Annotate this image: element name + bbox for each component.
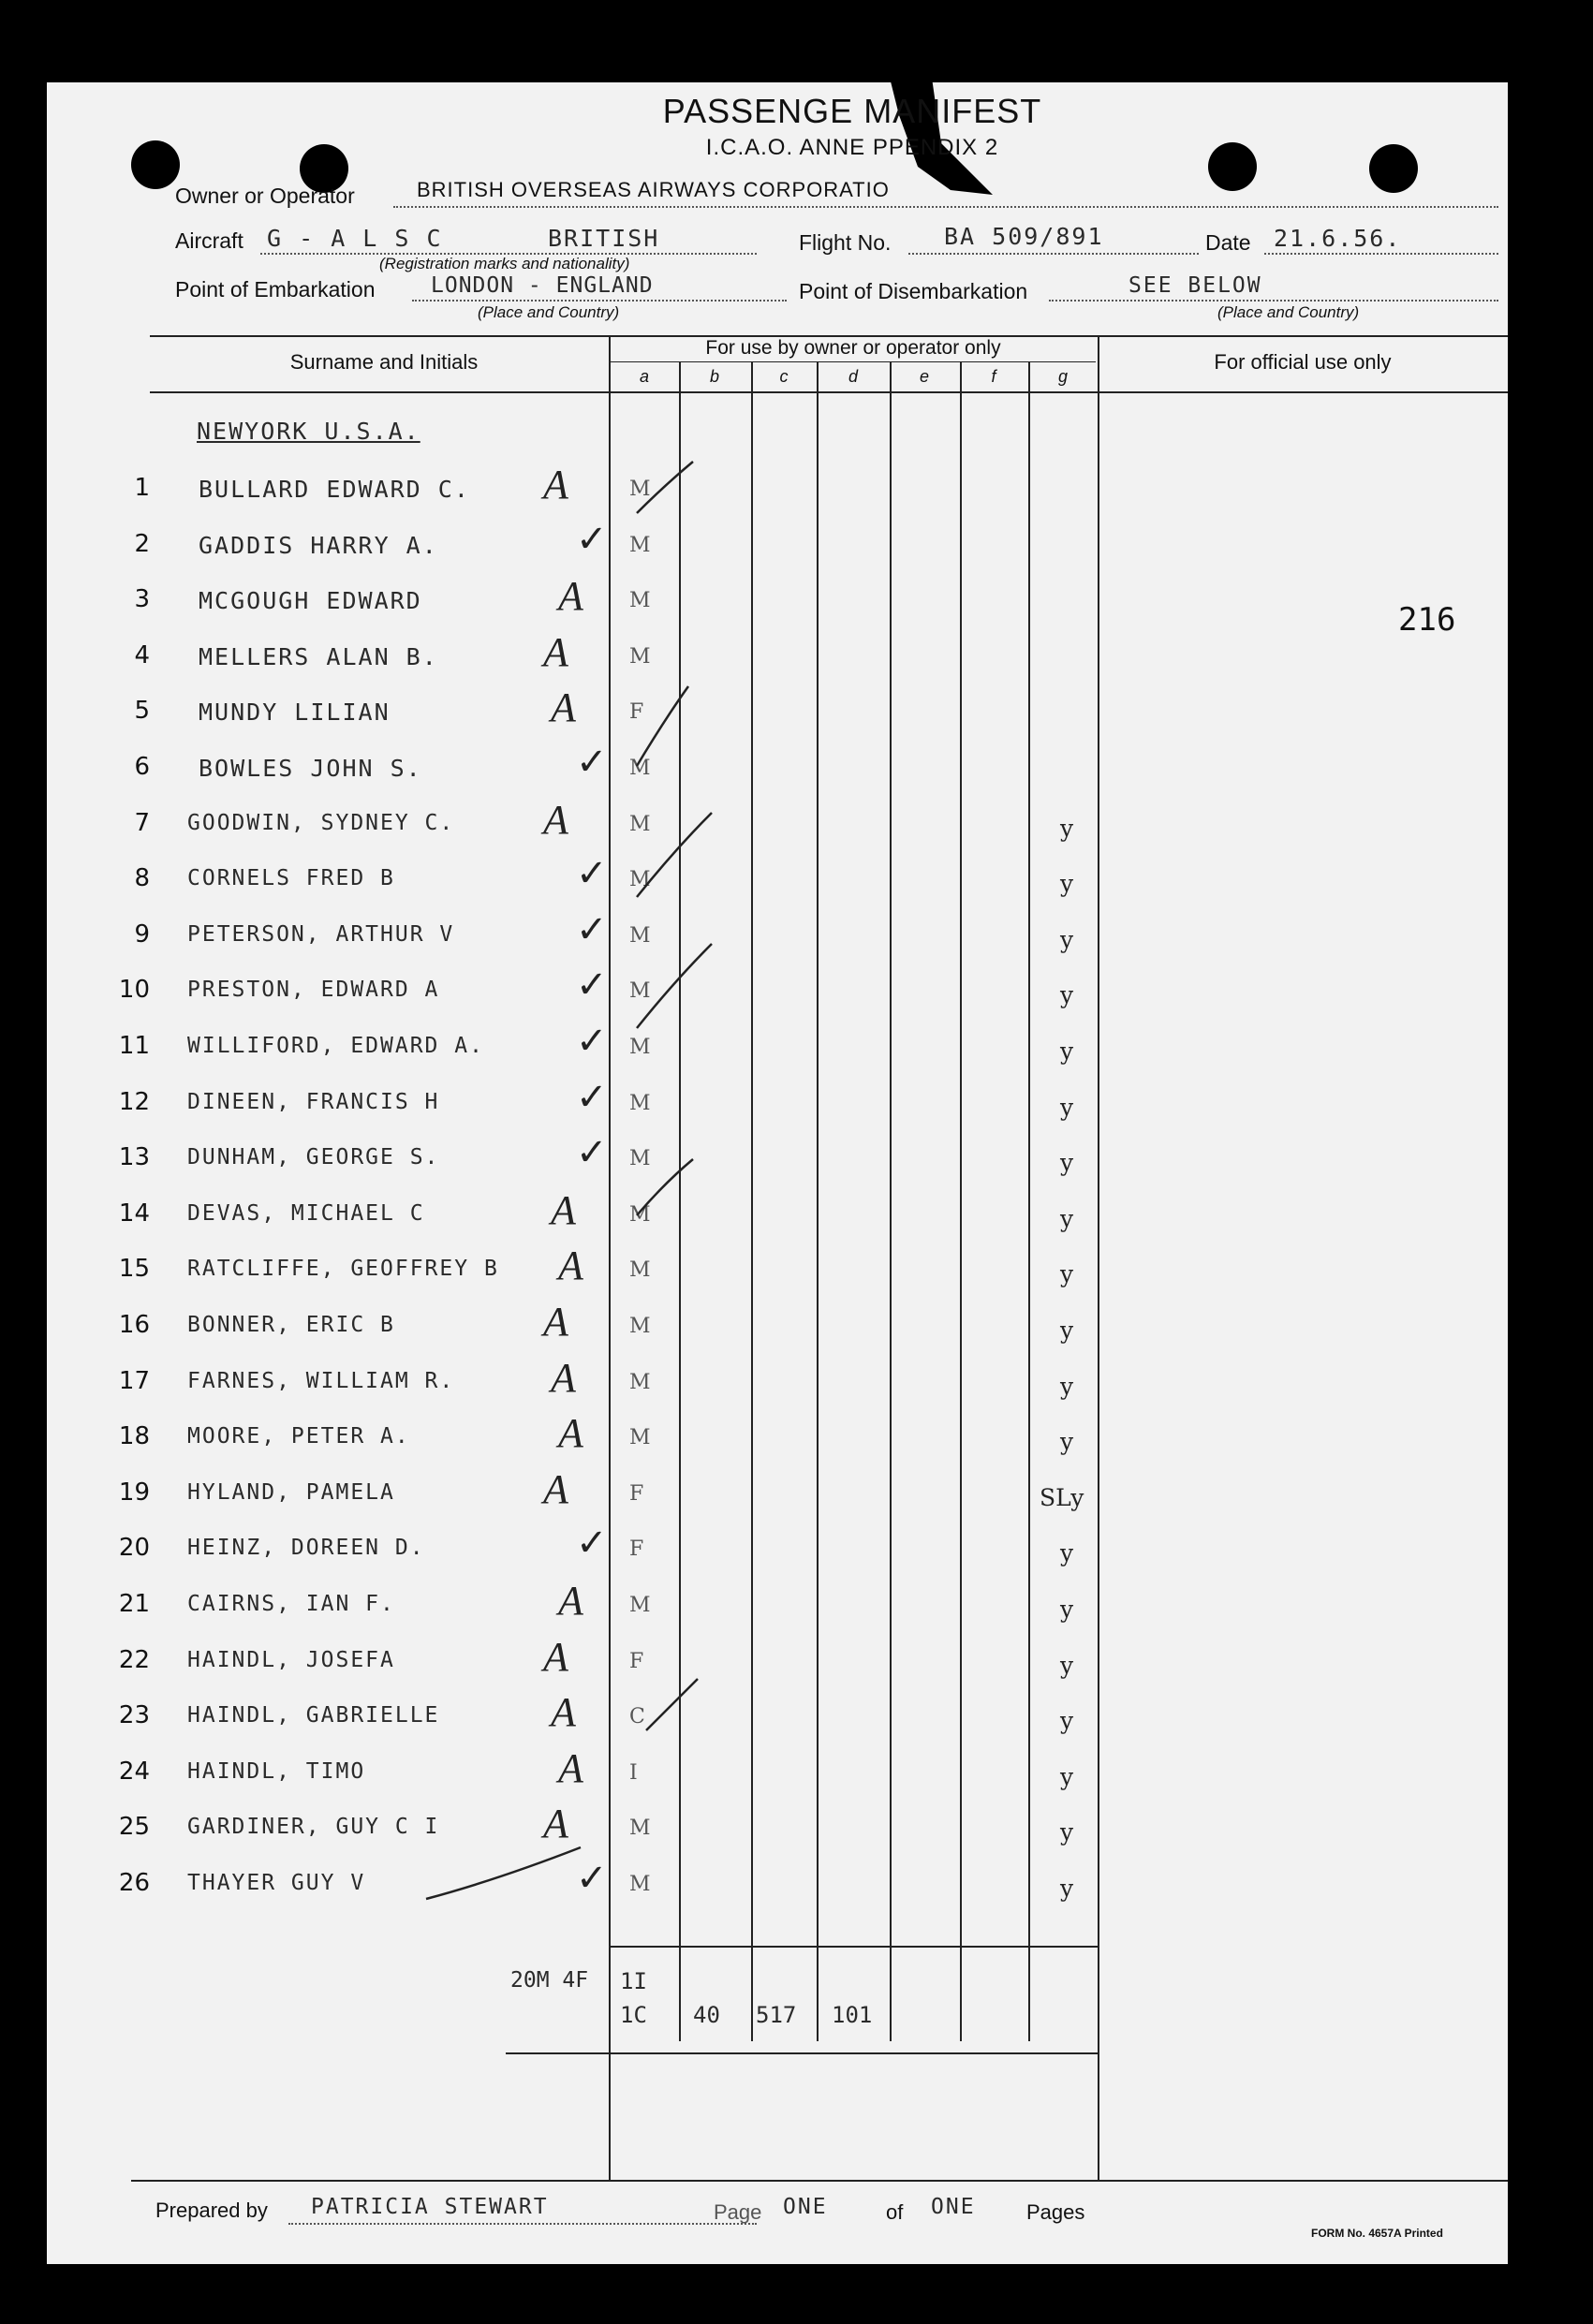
col-g-value: y	[1060, 1205, 1074, 1232]
passenger-number: 8	[134, 864, 150, 892]
owner-label: Owner or Operator	[175, 184, 355, 208]
totals-gender: 20M 4F	[510, 1968, 589, 1993]
destination-label: NEWYORK U.S.A.	[197, 418, 420, 445]
passenger-name: HAINDL, JOSEFA	[187, 1648, 395, 1672]
tick-mark: ✓	[576, 741, 608, 783]
passenger-sex: M	[629, 1594, 651, 1617]
disembark-rule	[1049, 300, 1498, 302]
passenger-name: RATCLIFFE, GEOFFREY B	[187, 1257, 499, 1281]
disembark-label: Point of Disembarkation	[799, 279, 1028, 303]
status-mark-a: A	[558, 573, 583, 619]
passenger-sex: M	[629, 979, 651, 1003]
passenger-name: HYLAND, PAMELA	[187, 1480, 395, 1505]
col-letter-a: a	[639, 367, 649, 386]
passenger-number: 2	[134, 530, 150, 558]
passenger-number: 5	[134, 697, 150, 725]
passenger-sex: M	[629, 1147, 651, 1170]
passenger-name: FARNES, WILLIAM R.	[187, 1369, 455, 1393]
passenger-sex: M	[629, 589, 651, 612]
passenger-number: 20	[118, 1534, 150, 1562]
tick-mark: ✓	[576, 1076, 608, 1118]
col-g-value: SLy	[1040, 1484, 1084, 1511]
status-mark-a: A	[558, 1578, 583, 1624]
status-mark-a: A	[543, 462, 568, 507]
col-line-g	[1028, 361, 1030, 2041]
passenger-sex: M	[629, 534, 651, 557]
passenger-number: 9	[134, 920, 150, 949]
passenger-sex: M	[629, 757, 651, 780]
status-mark-a: A	[558, 1410, 583, 1456]
passenger-name: HEINZ, DOREEN D.	[187, 1536, 425, 1560]
tick-stroke-long	[421, 1843, 590, 1908]
form-number: FORM No. 4657A Printed	[1311, 2227, 1443, 2240]
flight-value: BA 509/891	[944, 223, 1104, 250]
status-mark-a: A	[558, 1745, 583, 1791]
col-official-header: For official use only	[1214, 350, 1392, 374]
passenger-sex: F	[629, 1482, 644, 1506]
col-owner-header: For use by owner or operator only	[705, 337, 1001, 359]
disembark-note: (Place and Country)	[1217, 303, 1360, 321]
col-g-value: y	[1060, 1037, 1074, 1065]
tick-mark: ✓	[576, 1131, 608, 1173]
passenger-sex: M	[629, 924, 651, 948]
passenger-sex: M	[629, 1092, 651, 1115]
passenger-sex: M	[629, 1817, 651, 1840]
passenger-sex: M	[629, 478, 651, 501]
disembark-value: SEE BELOW	[1128, 273, 1262, 298]
passenger-sex: M	[629, 645, 651, 669]
passenger-name: MOORE, PETER A.	[187, 1424, 410, 1449]
passenger-name: MUNDY LILIAN	[199, 699, 391, 726]
col-g-value: y	[1060, 1763, 1074, 1790]
passenger-name: PRESTON, EDWARD A	[187, 978, 440, 1002]
tick-mark: ✓	[576, 963, 608, 1006]
col-g-value: y	[1060, 1596, 1074, 1623]
passenger-sex: F	[629, 700, 644, 724]
col-g-value: y	[1060, 1707, 1074, 1734]
col-g-value: y	[1060, 1652, 1074, 1679]
tick-strokes	[571, 457, 759, 2002]
tick-mark: ✓	[576, 1020, 608, 1062]
status-mark-a: A	[543, 1299, 568, 1345]
tick-mark: ✓	[576, 1522, 608, 1564]
passenger-number: 7	[134, 809, 150, 837]
totals-infants: 1I	[620, 1968, 647, 1994]
passenger-number: 24	[118, 1758, 150, 1786]
passenger-name: HAINDL, GABRIELLE	[187, 1703, 440, 1728]
passenger-number: 26	[118, 1869, 150, 1897]
col-line-f	[960, 361, 962, 2041]
prepared-rule	[288, 2223, 757, 2225]
passenger-name: DINEEN, FRANCIS H	[187, 1090, 440, 1114]
passenger-name: DEVAS, MICHAEL C	[187, 1201, 425, 1226]
status-mark-a: A	[558, 1243, 583, 1288]
official-number: 216	[1398, 601, 1456, 639]
pages-label: Pages	[1026, 2200, 1085, 2224]
passenger-number: 16	[118, 1311, 150, 1339]
passenger-name: MELLERS ALAN B.	[199, 643, 438, 670]
passenger-number: 12	[118, 1088, 150, 1116]
aircraft-value: G - A L S C	[267, 225, 443, 252]
col-line-e	[890, 361, 892, 2041]
passenger-name: CAIRNS, IAN F.	[187, 1592, 395, 1616]
passenger-name: DUNHAM, GEORGE S.	[187, 1145, 440, 1169]
col-g-value: y	[1060, 1149, 1074, 1176]
aircraft-label: Aircraft	[175, 228, 243, 253]
passenger-name: GARDINER, GUY C I	[187, 1815, 440, 1839]
owner-rule	[393, 206, 1498, 208]
form-subtitle: I.C.A.O. ANNE PPENDIX 2	[705, 135, 999, 160]
passenger-number: 15	[118, 1255, 150, 1283]
totals-children: 1C	[620, 2002, 647, 2028]
passenger-sex: I	[629, 1761, 638, 1785]
tick-mark: ✓	[576, 1857, 608, 1899]
punch-hole	[1208, 142, 1257, 191]
passenger-number: 19	[118, 1478, 150, 1507]
passenger-sex: M	[629, 1371, 651, 1394]
prepared-value: PATRICIA STEWART	[311, 2195, 549, 2219]
passenger-name: CORNELS FRED B	[187, 866, 395, 890]
col-letter-e: e	[919, 367, 929, 386]
col-letter-b: b	[709, 367, 719, 386]
status-mark-a: A	[543, 1466, 568, 1512]
tick-mark: ✓	[576, 518, 608, 560]
passenger-name: GADDIS HARRY A.	[199, 532, 438, 559]
col-g-value: y	[1060, 1316, 1074, 1344]
totals-c: 517	[756, 2002, 797, 2028]
subheader-rule	[609, 361, 1096, 362]
date-value: 21.6.56.	[1274, 225, 1402, 252]
passenger-number: 3	[134, 585, 150, 613]
manifest-sheet	[47, 82, 1508, 2264]
passenger-number: 17	[118, 1367, 150, 1395]
passenger-name: HAINDL, TIMO	[187, 1759, 366, 1784]
passenger-name: MCGOUGH EDWARD	[199, 587, 422, 614]
tick-mark: ✓	[576, 852, 608, 894]
punch-hole	[131, 140, 180, 189]
aircraft-note: (Registration marks and nationality)	[379, 255, 630, 272]
passenger-name: GOODWIN, SYDNEY C.	[187, 811, 455, 835]
date-label: Date	[1205, 230, 1251, 255]
col-letter-d: d	[848, 367, 858, 386]
status-mark-a: A	[551, 1689, 576, 1735]
passenger-sex: M	[629, 813, 651, 836]
passenger-name: BONNER, ERIC B	[187, 1313, 395, 1337]
embark-rule	[412, 300, 787, 302]
form-title: PASSENGE MANIFEST	[662, 92, 1042, 130]
owner-value: BRITISH OVERSEAS AIRWAYS CORPORATIO	[417, 178, 890, 201]
passenger-number: 14	[118, 1199, 150, 1228]
passenger-sex: C	[629, 1705, 645, 1728]
passenger-number: 22	[118, 1646, 150, 1674]
passenger-sex: F	[629, 1537, 644, 1561]
tick-mark: ✓	[576, 908, 608, 950]
embark-note: (Place and Country)	[478, 303, 620, 321]
passenger-number: 21	[118, 1590, 150, 1618]
passenger-number: 4	[134, 641, 150, 669]
passenger-sex: M	[629, 1203, 651, 1227]
passenger-number: 23	[118, 1701, 150, 1729]
passenger-number: 25	[118, 1813, 150, 1841]
col-g-value: y	[1060, 870, 1074, 897]
of-value: ONE	[931, 2195, 976, 2219]
passenger-number: 11	[118, 1032, 150, 1060]
col-letter-c: c	[779, 367, 789, 386]
page-label: Page	[714, 2200, 762, 2224]
table-header-rule	[150, 391, 1508, 393]
passenger-name: WILLIFORD, EDWARD A.	[187, 1034, 484, 1058]
col-g-value: y	[1060, 1539, 1074, 1566]
status-mark-a: A	[551, 1187, 576, 1233]
passenger-number: 13	[118, 1143, 150, 1171]
col-g-value: y	[1060, 815, 1074, 842]
of-label: of	[886, 2200, 904, 2224]
col-g-value: y	[1060, 1818, 1074, 1846]
col-g-value: y	[1060, 1875, 1074, 1902]
passenger-number: 10	[118, 976, 150, 1004]
status-mark-a: A	[543, 1801, 568, 1846]
totals-underline	[506, 2052, 1098, 2054]
passenger-sex: M	[629, 1873, 651, 1896]
prepared-label: Prepared by	[155, 2199, 268, 2222]
status-mark-a: A	[551, 684, 576, 730]
passenger-sex: M	[629, 1258, 651, 1282]
flight-label: Flight No.	[799, 230, 892, 255]
status-mark-a: A	[543, 629, 568, 675]
passenger-name: BOWLES JOHN S.	[199, 755, 422, 782]
col-g-value: y	[1060, 1428, 1074, 1455]
page-value: ONE	[783, 2195, 828, 2219]
status-mark-a: A	[543, 1634, 568, 1680]
col-letter-f: f	[991, 367, 996, 386]
col-g-value: y	[1060, 981, 1074, 1008]
col-g-value: y	[1060, 1373, 1074, 1400]
passenger-number: 1	[134, 474, 150, 502]
col-g-value: y	[1060, 1260, 1074, 1287]
table-bottom-rule	[131, 2180, 1508, 2182]
passenger-name: THAYER GUY V	[187, 1871, 366, 1895]
passenger-name: BULLARD EDWARD C.	[199, 476, 470, 503]
embark-label: Point of Embarkation	[175, 277, 376, 302]
passenger-name: PETERSON, ARTHUR V	[187, 922, 455, 947]
col-g-value: y	[1060, 926, 1074, 953]
col-surname-header: Surname and Initials	[289, 350, 479, 374]
passenger-number: 18	[118, 1422, 150, 1450]
passenger-sex: M	[629, 868, 651, 891]
nationality-value: BRITISH	[548, 225, 660, 252]
totals-d: 101	[832, 2002, 873, 2028]
embark-value: LONDON - ENGLAND	[431, 273, 654, 298]
date-rule	[1264, 253, 1498, 255]
passenger-sex: M	[629, 1315, 651, 1338]
col-line-official	[1098, 335, 1099, 2180]
col-g-value: y	[1060, 1094, 1074, 1121]
status-mark-a: A	[543, 797, 568, 843]
passenger-sex: M	[629, 1426, 651, 1449]
flight-rule	[908, 253, 1199, 255]
col-line-d	[817, 361, 819, 2041]
col-letter-g: g	[1057, 367, 1068, 386]
totals-b: 40	[693, 2002, 720, 2028]
punch-hole	[1369, 144, 1418, 193]
passenger-number: 6	[134, 753, 150, 781]
passenger-sex: M	[629, 1036, 651, 1059]
status-mark-a: A	[551, 1355, 576, 1401]
passenger-sex: F	[629, 1650, 644, 1673]
